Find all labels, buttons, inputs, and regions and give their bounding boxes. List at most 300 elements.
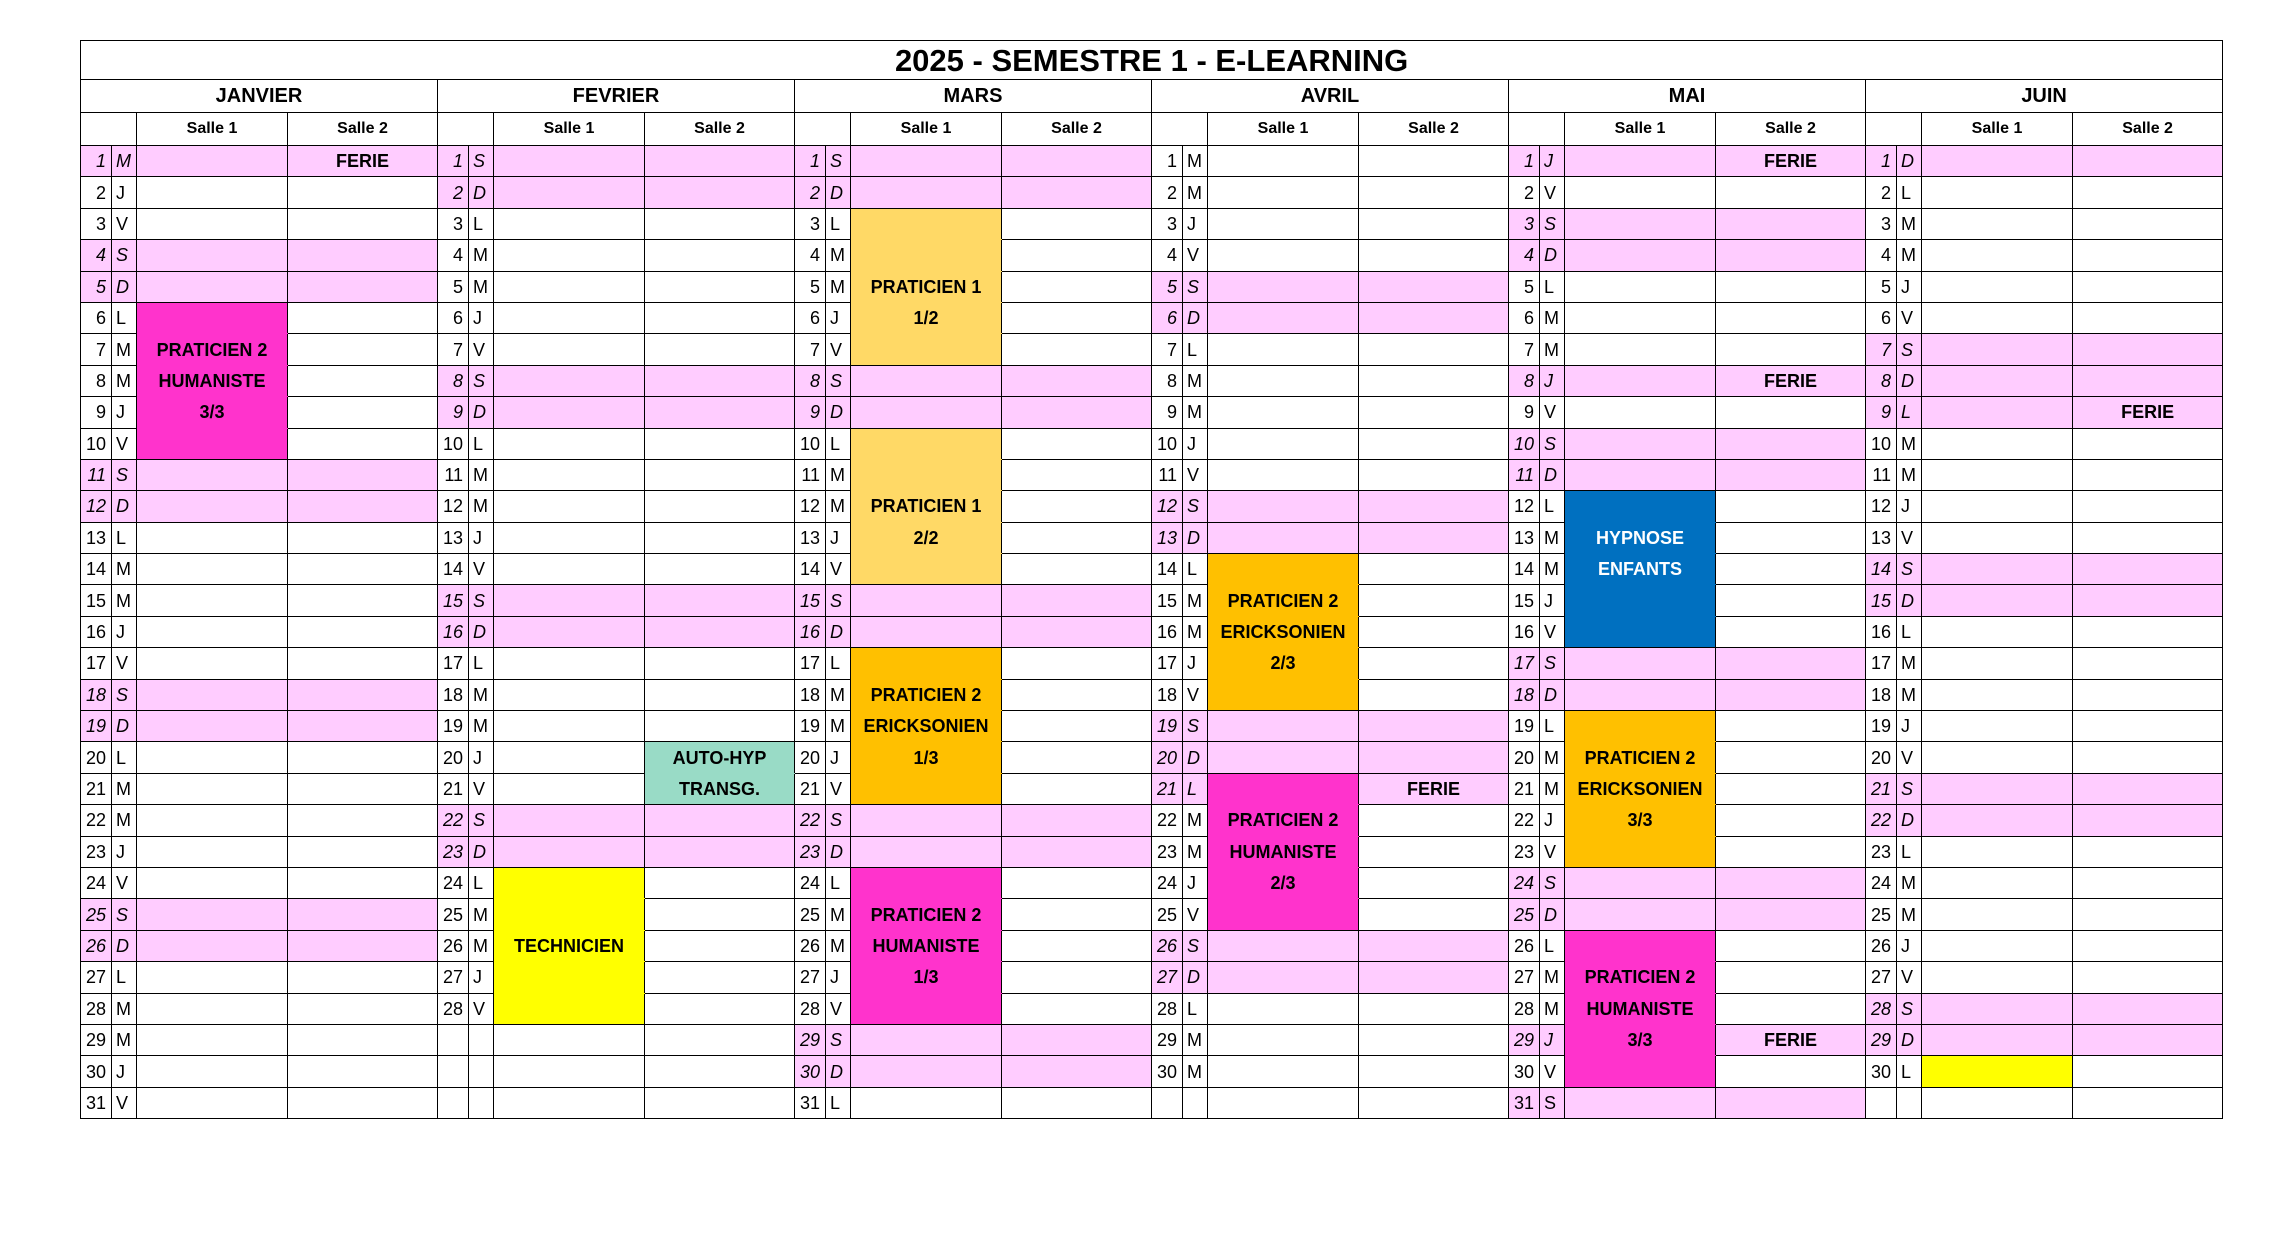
salle-1-cell[interactable] — [494, 616, 645, 647]
salle-1-cell[interactable] — [1922, 177, 2073, 208]
salle-1-cell[interactable] — [1565, 208, 1716, 239]
salle-2-cell[interactable] — [645, 271, 795, 302]
salle-2-cell[interactable] — [2073, 146, 2223, 177]
salle-2-cell[interactable] — [2073, 616, 2223, 647]
salle-1-cell[interactable] — [1208, 428, 1359, 459]
salle-1-cell[interactable] — [1922, 1087, 2073, 1118]
salle-1-cell[interactable] — [1208, 302, 1359, 333]
salle-2-cell[interactable] — [2073, 930, 2223, 961]
salle-2-cell[interactable] — [288, 459, 438, 490]
salle-2-cell[interactable] — [1002, 899, 1152, 930]
salle-2-cell[interactable] — [645, 365, 795, 396]
salle-1-cell[interactable] — [1208, 899, 1359, 930]
salle-2-cell[interactable] — [645, 1087, 795, 1118]
salle-1-cell[interactable]: TECHNICIEN — [494, 930, 645, 961]
salle-1-cell[interactable] — [851, 146, 1002, 177]
salle-1-cell[interactable] — [1922, 146, 2073, 177]
salle-2-cell[interactable] — [2073, 302, 2223, 333]
salle-1-cell[interactable] — [137, 302, 288, 333]
salle-1-cell[interactable] — [1208, 240, 1359, 271]
salle-1-cell[interactable] — [851, 240, 1002, 271]
salle-2-cell[interactable] — [645, 616, 795, 647]
salle-1-cell[interactable] — [851, 773, 1002, 804]
salle-2-cell[interactable]: AUTO-HYP — [645, 742, 795, 773]
salle-1-cell[interactable] — [1922, 836, 2073, 867]
salle-2-cell[interactable] — [1002, 271, 1152, 302]
salle-2-cell[interactable] — [1002, 146, 1152, 177]
salle-1-cell[interactable] — [494, 962, 645, 993]
salle-2-cell[interactable] — [288, 867, 438, 898]
salle-1-cell[interactable] — [1922, 805, 2073, 836]
salle-1-cell[interactable] — [1208, 679, 1359, 710]
salle-1-cell[interactable] — [494, 836, 645, 867]
salle-2-cell[interactable] — [1716, 177, 1866, 208]
salle-1-cell[interactable] — [494, 773, 645, 804]
salle-2-cell[interactable] — [288, 491, 438, 522]
salle-1-cell[interactable] — [1208, 993, 1359, 1024]
salle-2-cell[interactable] — [288, 616, 438, 647]
salle-1-cell[interactable]: PRATICIEN 2 — [1208, 805, 1359, 836]
salle-2-cell[interactable] — [1359, 554, 1509, 585]
salle-1-cell[interactable] — [494, 271, 645, 302]
salle-1-cell[interactable] — [1208, 146, 1359, 177]
salle-1-cell[interactable] — [1922, 365, 2073, 396]
salle-1-cell[interactable]: 2/2 — [851, 522, 1002, 553]
salle-1-cell[interactable]: PRATICIEN 2 — [851, 679, 1002, 710]
salle-1-cell[interactable] — [1208, 365, 1359, 396]
salle-1-cell[interactable] — [1565, 428, 1716, 459]
salle-2-cell[interactable] — [2073, 554, 2223, 585]
salle-2-cell[interactable] — [1359, 616, 1509, 647]
salle-2-cell[interactable] — [1002, 836, 1152, 867]
salle-2-cell[interactable] — [288, 522, 438, 553]
salle-2-cell[interactable] — [1002, 208, 1152, 239]
salle-2-cell[interactable] — [288, 177, 438, 208]
salle-1-cell[interactable]: PRATICIEN 2 — [1208, 585, 1359, 616]
salle-1-cell[interactable]: HYPNOSE — [1565, 522, 1716, 553]
salle-2-cell[interactable] — [1359, 585, 1509, 616]
salle-2-cell[interactable] — [1359, 836, 1509, 867]
salle-1-cell[interactable] — [1565, 585, 1716, 616]
salle-1-cell[interactable] — [494, 491, 645, 522]
salle-1-cell[interactable] — [1922, 648, 2073, 679]
salle-1-cell[interactable]: PRATICIEN 2 — [1565, 962, 1716, 993]
salle-2-cell[interactable] — [645, 836, 795, 867]
salle-2-cell[interactable] — [2073, 679, 2223, 710]
salle-1-cell[interactable] — [1565, 240, 1716, 271]
salle-2-cell[interactable] — [645, 1024, 795, 1055]
salle-2-cell[interactable] — [1002, 459, 1152, 490]
salle-1-cell[interactable] — [1922, 867, 2073, 898]
salle-1-cell[interactable] — [1565, 302, 1716, 333]
salle-1-cell[interactable] — [1922, 679, 2073, 710]
salle-2-cell[interactable] — [288, 1024, 438, 1055]
salle-2-cell[interactable] — [1716, 428, 1866, 459]
salle-1-cell[interactable] — [1208, 962, 1359, 993]
salle-2-cell[interactable] — [645, 962, 795, 993]
salle-2-cell[interactable] — [1716, 302, 1866, 333]
salle-2-cell[interactable] — [2073, 585, 2223, 616]
salle-2-cell[interactable] — [1359, 397, 1509, 428]
salle-2-cell[interactable] — [288, 679, 438, 710]
salle-1-cell[interactable] — [851, 334, 1002, 365]
salle-1-cell[interactable] — [137, 177, 288, 208]
salle-2-cell[interactable] — [1002, 773, 1152, 804]
salle-2-cell[interactable] — [1359, 365, 1509, 396]
salle-1-cell[interactable] — [494, 585, 645, 616]
salle-2-cell[interactable] — [1716, 585, 1866, 616]
salle-2-cell[interactable] — [1359, 240, 1509, 271]
salle-1-cell[interactable] — [1208, 742, 1359, 773]
salle-1-cell[interactable] — [137, 459, 288, 490]
salle-1-cell[interactable] — [137, 773, 288, 804]
salle-1-cell[interactable] — [1922, 773, 2073, 804]
salle-2-cell[interactable] — [645, 585, 795, 616]
salle-1-cell[interactable] — [851, 867, 1002, 898]
salle-2-cell[interactable] — [1716, 1056, 1866, 1087]
salle-1-cell[interactable]: PRATICIEN 2 — [851, 899, 1002, 930]
salle-2-cell[interactable] — [1359, 522, 1509, 553]
salle-1-cell[interactable] — [1208, 1056, 1359, 1087]
salle-2-cell[interactable] — [2073, 208, 2223, 239]
salle-2-cell[interactable] — [288, 585, 438, 616]
salle-2-cell[interactable] — [1359, 805, 1509, 836]
salle-2-cell[interactable] — [1002, 491, 1152, 522]
salle-1-cell[interactable] — [137, 146, 288, 177]
salle-2-cell[interactable] — [288, 240, 438, 271]
salle-1-cell[interactable] — [1208, 459, 1359, 490]
salle-1-cell[interactable]: PRATICIEN 1 — [851, 491, 1002, 522]
salle-1-cell[interactable] — [494, 679, 645, 710]
salle-2-cell[interactable] — [1359, 177, 1509, 208]
salle-1-cell[interactable] — [1208, 208, 1359, 239]
salle-2-cell[interactable] — [645, 993, 795, 1024]
salle-2-cell[interactable] — [1359, 208, 1509, 239]
salle-1-cell[interactable]: 3/3 — [1565, 805, 1716, 836]
salle-1-cell[interactable] — [851, 177, 1002, 208]
salle-1-cell[interactable] — [1565, 867, 1716, 898]
salle-1-cell[interactable] — [1922, 491, 2073, 522]
salle-1-cell[interactable] — [137, 993, 288, 1024]
salle-1-cell[interactable] — [1922, 1024, 2073, 1055]
salle-2-cell[interactable] — [288, 742, 438, 773]
salle-2-cell[interactable] — [1716, 679, 1866, 710]
salle-1-cell[interactable]: HUMANISTE — [1565, 993, 1716, 1024]
salle-2-cell[interactable] — [288, 899, 438, 930]
salle-2-cell[interactable] — [645, 146, 795, 177]
salle-2-cell[interactable] — [288, 805, 438, 836]
salle-2-cell[interactable] — [645, 302, 795, 333]
salle-1-cell[interactable] — [1208, 491, 1359, 522]
salle-1-cell[interactable] — [1208, 930, 1359, 961]
salle-2-cell[interactable] — [1359, 648, 1509, 679]
salle-2-cell[interactable] — [645, 1056, 795, 1087]
salle-2-cell[interactable] — [2073, 773, 2223, 804]
salle-1-cell[interactable]: HUMANISTE — [851, 930, 1002, 961]
salle-1-cell[interactable] — [1922, 711, 2073, 742]
salle-2-cell[interactable] — [1359, 711, 1509, 742]
salle-1-cell[interactable] — [1922, 585, 2073, 616]
salle-1-cell[interactable] — [137, 805, 288, 836]
salle-1-cell[interactable] — [1565, 271, 1716, 302]
salle-2-cell[interactable] — [1002, 742, 1152, 773]
salle-1-cell[interactable] — [494, 554, 645, 585]
salle-1-cell[interactable] — [1565, 146, 1716, 177]
salle-1-cell[interactable] — [1208, 177, 1359, 208]
salle-2-cell[interactable] — [1002, 930, 1152, 961]
salle-1-cell[interactable] — [1208, 271, 1359, 302]
salle-1-cell[interactable] — [1565, 899, 1716, 930]
salle-1-cell[interactable] — [494, 177, 645, 208]
salle-1-cell[interactable] — [851, 428, 1002, 459]
salle-1-cell[interactable] — [1208, 397, 1359, 428]
salle-1-cell[interactable] — [137, 240, 288, 271]
salle-2-cell[interactable] — [2073, 428, 2223, 459]
salle-2-cell[interactable] — [1359, 271, 1509, 302]
salle-1-cell[interactable]: ERICKSONIEN — [1565, 773, 1716, 804]
salle-2-cell[interactable] — [1716, 208, 1866, 239]
salle-2-cell[interactable]: FERIE — [1716, 1024, 1866, 1055]
salle-2-cell[interactable] — [288, 334, 438, 365]
salle-2-cell[interactable] — [1002, 177, 1152, 208]
salle-2-cell[interactable] — [1716, 648, 1866, 679]
salle-2-cell[interactable] — [2073, 522, 2223, 553]
salle-1-cell[interactable]: 1/3 — [851, 742, 1002, 773]
salle-2-cell[interactable] — [1359, 867, 1509, 898]
salle-1-cell[interactable] — [494, 742, 645, 773]
salle-2-cell[interactable] — [2073, 1056, 2223, 1087]
salle-1-cell[interactable] — [851, 554, 1002, 585]
salle-2-cell[interactable] — [1716, 334, 1866, 365]
salle-1-cell[interactable]: ERICKSONIEN — [851, 711, 1002, 742]
salle-2-cell[interactable] — [645, 208, 795, 239]
salle-2-cell[interactable] — [2073, 993, 2223, 1024]
salle-2-cell[interactable] — [645, 177, 795, 208]
salle-2-cell[interactable] — [645, 679, 795, 710]
salle-1-cell[interactable] — [1922, 993, 2073, 1024]
salle-2-cell[interactable] — [1359, 459, 1509, 490]
salle-1-cell[interactable] — [494, 208, 645, 239]
salle-1-cell[interactable] — [137, 428, 288, 459]
salle-1-cell[interactable] — [1565, 930, 1716, 961]
salle-2-cell[interactable] — [1716, 836, 1866, 867]
salle-2-cell[interactable] — [288, 397, 438, 428]
salle-1-cell[interactable] — [494, 805, 645, 836]
salle-1-cell[interactable] — [1922, 240, 2073, 271]
salle-2-cell[interactable] — [1002, 993, 1152, 1024]
salle-1-cell[interactable] — [137, 679, 288, 710]
salle-1-cell[interactable] — [1922, 397, 2073, 428]
salle-2-cell[interactable] — [1002, 679, 1152, 710]
salle-2-cell[interactable] — [1359, 1024, 1509, 1055]
salle-2-cell[interactable] — [1716, 491, 1866, 522]
salle-1-cell[interactable] — [1565, 648, 1716, 679]
salle-1-cell[interactable] — [494, 1087, 645, 1118]
salle-1-cell[interactable] — [1208, 554, 1359, 585]
salle-1-cell[interactable] — [137, 962, 288, 993]
salle-2-cell[interactable] — [645, 334, 795, 365]
salle-1-cell[interactable] — [137, 836, 288, 867]
salle-1-cell[interactable]: 1/3 — [851, 962, 1002, 993]
salle-2-cell[interactable] — [288, 554, 438, 585]
salle-1-cell[interactable] — [494, 397, 645, 428]
salle-2-cell[interactable] — [645, 428, 795, 459]
salle-2-cell[interactable] — [288, 930, 438, 961]
salle-2-cell[interactable] — [288, 993, 438, 1024]
salle-1-cell[interactable] — [137, 899, 288, 930]
salle-1-cell[interactable] — [494, 428, 645, 459]
salle-2-cell[interactable] — [2073, 805, 2223, 836]
salle-2-cell[interactable] — [645, 711, 795, 742]
salle-2-cell[interactable] — [288, 208, 438, 239]
salle-2-cell[interactable]: FERIE — [288, 146, 438, 177]
salle-1-cell[interactable] — [1922, 334, 2073, 365]
salle-1-cell[interactable] — [494, 1024, 645, 1055]
salle-2-cell[interactable] — [2073, 491, 2223, 522]
salle-2-cell[interactable] — [1359, 146, 1509, 177]
salle-2-cell[interactable] — [1002, 302, 1152, 333]
salle-1-cell[interactable] — [494, 648, 645, 679]
salle-2-cell[interactable] — [2073, 742, 2223, 773]
salle-2-cell[interactable] — [2073, 177, 2223, 208]
salle-2-cell[interactable] — [1359, 899, 1509, 930]
salle-2-cell[interactable] — [1359, 1087, 1509, 1118]
salle-2-cell[interactable] — [288, 1056, 438, 1087]
salle-2-cell[interactable] — [288, 271, 438, 302]
salle-2-cell[interactable] — [288, 711, 438, 742]
salle-1-cell[interactable]: HUMANISTE — [1208, 836, 1359, 867]
salle-2-cell[interactable] — [1716, 616, 1866, 647]
salle-2-cell[interactable]: FERIE — [1716, 365, 1866, 396]
salle-1-cell[interactable] — [137, 648, 288, 679]
salle-2-cell[interactable]: FERIE — [1716, 146, 1866, 177]
salle-2-cell[interactable] — [1716, 240, 1866, 271]
salle-1-cell[interactable] — [1922, 554, 2073, 585]
salle-1-cell[interactable] — [1565, 836, 1716, 867]
salle-2-cell[interactable] — [2073, 836, 2223, 867]
salle-1-cell[interactable] — [851, 648, 1002, 679]
salle-1-cell[interactable] — [1208, 773, 1359, 804]
salle-2-cell[interactable] — [2073, 711, 2223, 742]
salle-2-cell[interactable] — [1716, 459, 1866, 490]
salle-1-cell[interactable] — [494, 146, 645, 177]
salle-1-cell[interactable] — [851, 1087, 1002, 1118]
salle-1-cell[interactable] — [137, 1024, 288, 1055]
salle-2-cell[interactable] — [1002, 1024, 1152, 1055]
salle-2-cell[interactable] — [645, 397, 795, 428]
salle-1-cell[interactable] — [137, 616, 288, 647]
salle-1-cell[interactable]: PRATICIEN 1 — [851, 271, 1002, 302]
salle-1-cell[interactable] — [494, 1056, 645, 1087]
salle-2-cell[interactable] — [2073, 271, 2223, 302]
salle-1-cell[interactable] — [137, 271, 288, 302]
salle-1-cell[interactable] — [494, 459, 645, 490]
salle-1-cell[interactable] — [1922, 930, 2073, 961]
salle-1-cell[interactable] — [137, 554, 288, 585]
salle-1-cell[interactable]: ENFANTS — [1565, 554, 1716, 585]
salle-2-cell[interactable] — [2073, 962, 2223, 993]
salle-2-cell[interactable] — [2073, 1087, 2223, 1118]
salle-2-cell[interactable] — [1002, 585, 1152, 616]
salle-1-cell[interactable] — [1208, 1087, 1359, 1118]
salle-1-cell[interactable]: 3/3 — [137, 397, 288, 428]
salle-2-cell[interactable] — [1359, 334, 1509, 365]
salle-2-cell[interactable] — [288, 836, 438, 867]
salle-2-cell[interactable]: FERIE — [2073, 397, 2223, 428]
salle-2-cell[interactable] — [1716, 867, 1866, 898]
salle-1-cell[interactable] — [494, 522, 645, 553]
salle-1-cell[interactable] — [1565, 459, 1716, 490]
salle-1-cell[interactable] — [494, 334, 645, 365]
salle-2-cell[interactable] — [1359, 428, 1509, 459]
salle-1-cell[interactable] — [1922, 428, 2073, 459]
salle-2-cell[interactable] — [288, 1087, 438, 1118]
salle-2-cell[interactable] — [2073, 867, 2223, 898]
salle-1-cell[interactable] — [1565, 365, 1716, 396]
salle-1-cell[interactable] — [1565, 616, 1716, 647]
salle-2-cell[interactable] — [1002, 334, 1152, 365]
salle-1-cell[interactable] — [851, 1056, 1002, 1087]
salle-1-cell[interactable] — [851, 805, 1002, 836]
salle-1-cell[interactable] — [851, 836, 1002, 867]
salle-1-cell[interactable] — [1208, 711, 1359, 742]
salle-2-cell[interactable] — [645, 805, 795, 836]
salle-2-cell[interactable] — [645, 522, 795, 553]
salle-1-cell[interactable] — [137, 1087, 288, 1118]
salle-2-cell[interactable] — [1002, 805, 1152, 836]
salle-2-cell[interactable] — [1716, 554, 1866, 585]
salle-2-cell[interactable] — [645, 554, 795, 585]
salle-1-cell[interactable] — [851, 397, 1002, 428]
salle-2-cell[interactable]: TRANSG. — [645, 773, 795, 804]
salle-1-cell[interactable] — [1922, 742, 2073, 773]
salle-2-cell[interactable] — [1359, 679, 1509, 710]
salle-2-cell[interactable] — [1716, 993, 1866, 1024]
salle-1-cell[interactable] — [1208, 334, 1359, 365]
salle-1-cell[interactable] — [1565, 397, 1716, 428]
salle-1-cell[interactable] — [851, 459, 1002, 490]
salle-1-cell[interactable] — [1565, 711, 1716, 742]
salle-1-cell[interactable] — [1922, 302, 2073, 333]
salle-2-cell[interactable] — [1716, 805, 1866, 836]
salle-1-cell[interactable] — [137, 1056, 288, 1087]
salle-1-cell[interactable] — [494, 365, 645, 396]
salle-2-cell[interactable] — [1716, 742, 1866, 773]
salle-2-cell[interactable] — [1716, 711, 1866, 742]
salle-1-cell[interactable] — [1565, 491, 1716, 522]
salle-2-cell[interactable] — [645, 899, 795, 930]
salle-1-cell[interactable] — [1922, 616, 2073, 647]
salle-2-cell[interactable] — [288, 962, 438, 993]
salle-1-cell[interactable]: ERICKSONIEN — [1208, 616, 1359, 647]
salle-1-cell[interactable] — [137, 491, 288, 522]
salle-2-cell[interactable] — [1002, 397, 1152, 428]
salle-1-cell[interactable] — [851, 208, 1002, 239]
salle-2-cell[interactable] — [2073, 899, 2223, 930]
salle-2-cell[interactable] — [1359, 742, 1509, 773]
salle-2-cell[interactable] — [1002, 522, 1152, 553]
salle-1-cell[interactable] — [1922, 459, 2073, 490]
salle-1-cell[interactable]: 2/3 — [1208, 648, 1359, 679]
salle-2-cell[interactable] — [1002, 554, 1152, 585]
salle-2-cell[interactable]: FERIE — [1359, 773, 1509, 804]
salle-1-cell[interactable] — [851, 585, 1002, 616]
salle-1-cell[interactable] — [1922, 1056, 2073, 1087]
salle-2-cell[interactable] — [1716, 773, 1866, 804]
salle-2-cell[interactable] — [1002, 962, 1152, 993]
salle-1-cell[interactable] — [137, 522, 288, 553]
salle-1-cell[interactable] — [1922, 208, 2073, 239]
